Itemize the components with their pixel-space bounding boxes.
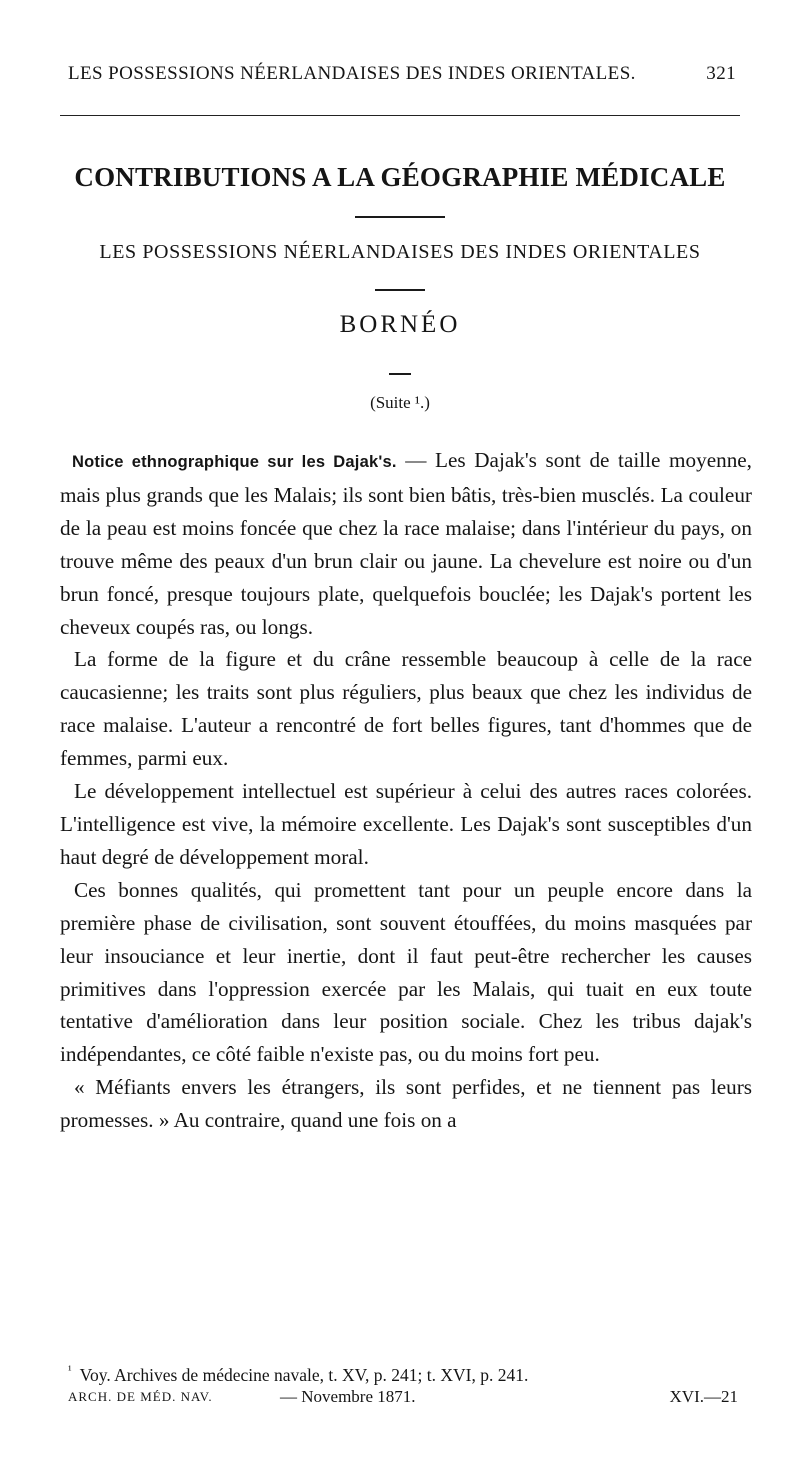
paragraph-3: Le développement intellectuel est supérieur à celui des autres races colorées. L'intelligence est vive, la mémoire excellente. Les Dajak's sont susceptibles d'un haut degré de développement moral.	[60, 779, 752, 869]
section-lead: Notice ethnographique sur les Dajak's.	[72, 453, 397, 471]
article-body	[60, 444, 752, 1137]
running-head-title: LES POSSESSIONS NÉERLANDAISES DES INDES ORIENTALES.	[68, 63, 636, 84]
region-title: BORNÉO	[339, 311, 461, 338]
sheet-mark: XVI.—21	[669, 1387, 738, 1406]
main-title: CONTRIBUTIONS A LA GÉOGRAPHIE MÉDICALE	[74, 162, 726, 192]
paragraph-4: Ces bonnes qualités, qui promettent tant pour un peuple encore dans la première phase de civilisation, sont souvent étouffées, du moins masquées par leur insouciance et leur inertie, dont il faut peut-être rechercher les causes primitives dans l'oppression exercée par les Malais, qui tuait en eux toute tentative d'amélioration dans leur position sociale. Chez les tribus dajak's indépendantes, ce côté faible n'existe pas, ou du moins fort peu.	[60, 877, 752, 1067]
paragraph-1-text: — Les Dajak's sont de taille moyenne, mais plus grands que les Malais; ils sont bien bâtis, très-bien musclés. La couleur de la peau est moins foncée que chez la race malaise; dans l'intérieur du pays, on trouve même des peaux d'un brun clair ou jaune. La chevelure est noire ou d'un brun foncé, presque toujours plate, quelquefois bouclée; les Dajak's portent les cheveux coupés ras, ou longs.	[60, 448, 752, 639]
footnote-text: Voy. Archives de médecine navale, t. XV, p. 241; t. XVI, p. 241.	[79, 1364, 529, 1385]
subtitle: LES POSSESSIONS NÉERLANDAISES DES INDES ORIENTALES	[99, 241, 701, 263]
journal-abbrev: ARCH. DE MÉD. NAV.	[68, 1389, 213, 1404]
paragraph-2: La forme de la figure et du crâne ressemble beaucoup à celle de la race caucasienne; les traits sont plus réguliers, plus beaux que chez les individus de race malaise. L'auteur a rencontré de fort belles figures, tant d'hommes que de femmes, parmi eux.	[60, 647, 752, 771]
title-separator-3	[389, 373, 411, 375]
page-number: 321	[706, 63, 736, 84]
paragraph-5: « Méfiants envers les étrangers, ils sont perfides, et ne tiennent pas leurs promesses. » Au contraire, quand une fois on a	[60, 1075, 752, 1133]
footnote-mark: ¹	[68, 1363, 72, 1377]
title-separator-2	[375, 289, 425, 291]
issue-date: — Novembre 1871.	[280, 1387, 416, 1406]
continuation-note: (Suite ¹.)	[370, 393, 430, 412]
paragraph-1	[60, 444, 752, 643]
header-rule	[60, 115, 740, 116]
title-separator-1	[355, 216, 445, 218]
